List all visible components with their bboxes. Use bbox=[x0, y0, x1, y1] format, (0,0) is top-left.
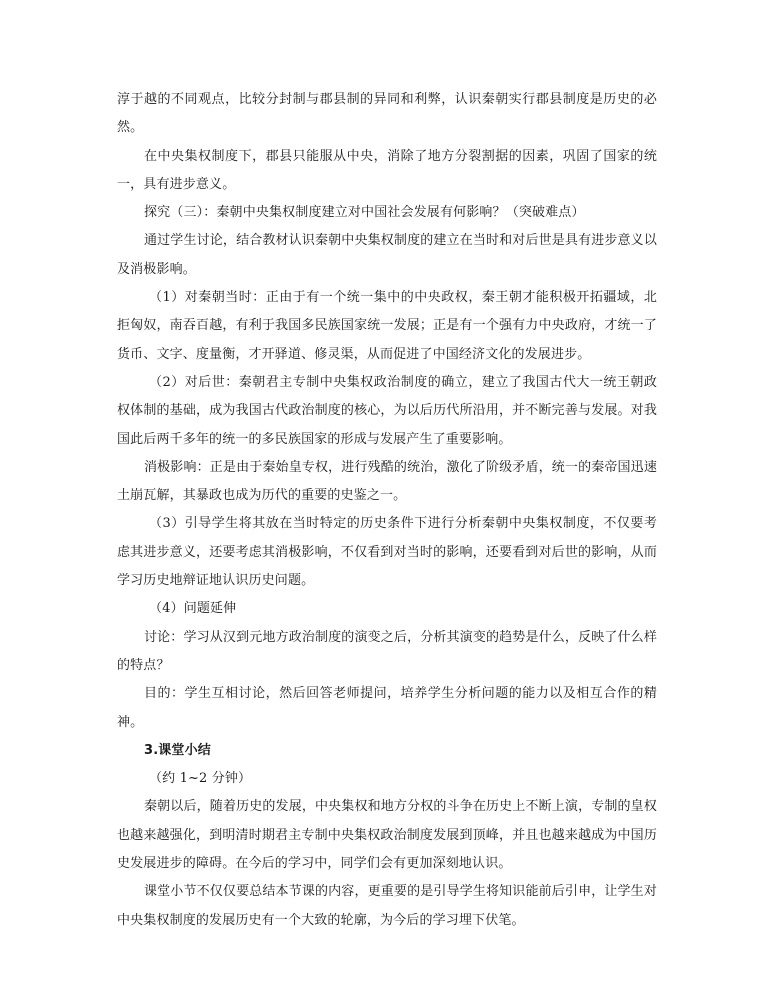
paragraph-point-4: （4）问题延伸 bbox=[149, 601, 237, 617]
paragraph-summary-body: 秦朝以后，随着历史的发展，中央集权和地方分权的斗争在历史上不断上演，专制的皇权也越来越强化，到明清时期君主专制中央集权政治制度发展到顶峰，并且也越来越成为中国历史发展进步的障碍。在今后的学习中，同学们会有更加深刻地认识。 bbox=[117, 799, 657, 872]
paragraph-summary-note: 课堂小节不仅仅要总结本节课的内容，更重要的是引导学生将知识能前后引申，让学生对中央集权制度的发展历史有一个大致的轮廓，为今后的学习埋下伏笔。 bbox=[117, 884, 657, 928]
paragraph-negative-impact: 消极影响：正是由于秦始皇专权，进行残酷的统治，激化了阶级矛盾，统一的秦帝国迅速土崩瓦解，其暴政也成为历代的重要的史鉴之一。 bbox=[117, 459, 657, 504]
paragraph-point-3: （3）引导学生将其放在当时特定的历史条件下进行分析秦朝中央集权制度，不仅要考虑其进步意义，还要考虑其消极影响，不仅看到对当时的影响，还要看到对后世的影响，从而学习历史地辩证地认识历史问题。 bbox=[117, 516, 657, 589]
paragraph-duration: （约 1~2 分钟） bbox=[149, 771, 252, 787]
paragraph-discussion: 讨论：学习从汉到元地方政治制度的演变之后，分析其演变的趋势是什么，反映了什么样的特点？ bbox=[117, 629, 657, 673]
paragraph-purpose: 目的：学生互相讨论，然后回答老师提问，培养学生分析问题的能力以及相互合作的精神。 bbox=[117, 686, 657, 730]
paragraph-centralization-significance: 在中央集权制度下，郡县只能服从中央，消除了地方分裂割据的因素，巩固了国家的统一，具有进步意义。 bbox=[117, 148, 657, 192]
paragraph-student-discussion: 通过学生讨论，结合教材认识秦朝中央集权制度的建立在当时和对后世是具有进步意义以及消极影响。 bbox=[117, 233, 657, 277]
paragraph-continuation: 淳于越的不同观点，比较分封制与郡县制的异同和利弊，认识秦朝实行郡县制度是历史的必然。 bbox=[117, 92, 657, 136]
section-heading-summary: 3.课堂小结 bbox=[144, 742, 211, 758]
paragraph-point-1: （1）对秦朝当时：正由于有一个统一集中的中央政权，秦王朝才能积极开拓疆域，北拒匈奴，南吞百越，有利于我国多民族国家统一发展；正是有一个强有力中央政府，才统一了货币、文字、度量衡，才开驿道、修灵渠，从而促进了中国经济文化的发展进步。 bbox=[117, 290, 657, 362]
paragraph-point-2: （2）对后世：秦朝君主专制中央集权政治制度的确立，建立了我国古代大一统王朝政权体制的基础，成为我国古代政治制度的核心，为以后历代所沿用，并不断完善与发展。对我国此后两千多年的统一的多民族国家的形成与发展产生了重要影响。 bbox=[117, 374, 657, 447]
document-page bbox=[117, 86, 657, 935]
paragraph-inquiry-three: 探究（三）：秦朝中央集权制度建立对中国社会发展有何影响？（突破难点） bbox=[144, 205, 585, 221]
